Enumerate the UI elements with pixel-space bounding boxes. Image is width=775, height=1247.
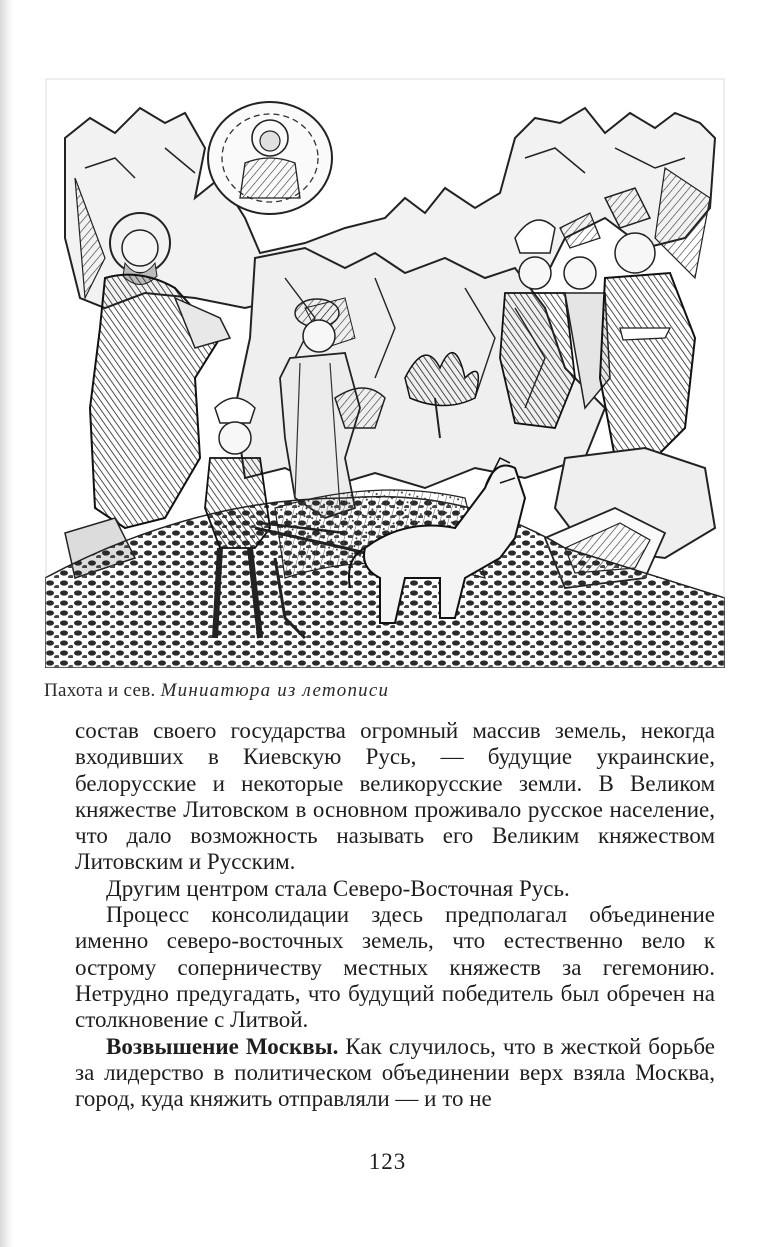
illustration-caption — [44, 680, 389, 702]
caption-text: Пахота и сев. — [44, 680, 156, 701]
paragraph: Другим центром стала Северо-Восточная Русь. — [106, 875, 570, 901]
caption-italic-text: Миниатюра из летописи — [160, 680, 390, 701]
body-text — [75, 718, 715, 1112]
scan-edge-shadow — [0, 0, 14, 1247]
paragraph-with-heading — [75, 1034, 715, 1113]
chronicle-miniature-icon — [45, 78, 725, 668]
page-number: 123 — [368, 1149, 407, 1174]
section-heading: Возвышение Москвы. — [106, 1033, 339, 1059]
chronicle-miniature-image — [45, 78, 725, 668]
paragraph: Процесс консолидации здесь предполагал объединение именно северо-восточных земель, что естественно вело к острому соперничеству местных княжеств за гегемонию. Нетрудно предугадать, что будущий победитель был обречен на столкновение с Литвой. — [75, 902, 715, 1033]
paragraph-text: Как случилось, что в жесткой борьбе за лидерство в политическом объединении верх взяла Москва, город, куда княжить отправляли — и то не — [75, 1033, 716, 1112]
paragraph-continuation: состав своего государства огромный массив земель, некогда входивших в Киевскую Русь, — будущие украинские, белорусские и некоторые великорусские земли. В Великом княжестве Литовском в основном проживало русское население, что дало возможность называть его Великим княжеством Литовским и Русским. — [75, 718, 715, 875]
